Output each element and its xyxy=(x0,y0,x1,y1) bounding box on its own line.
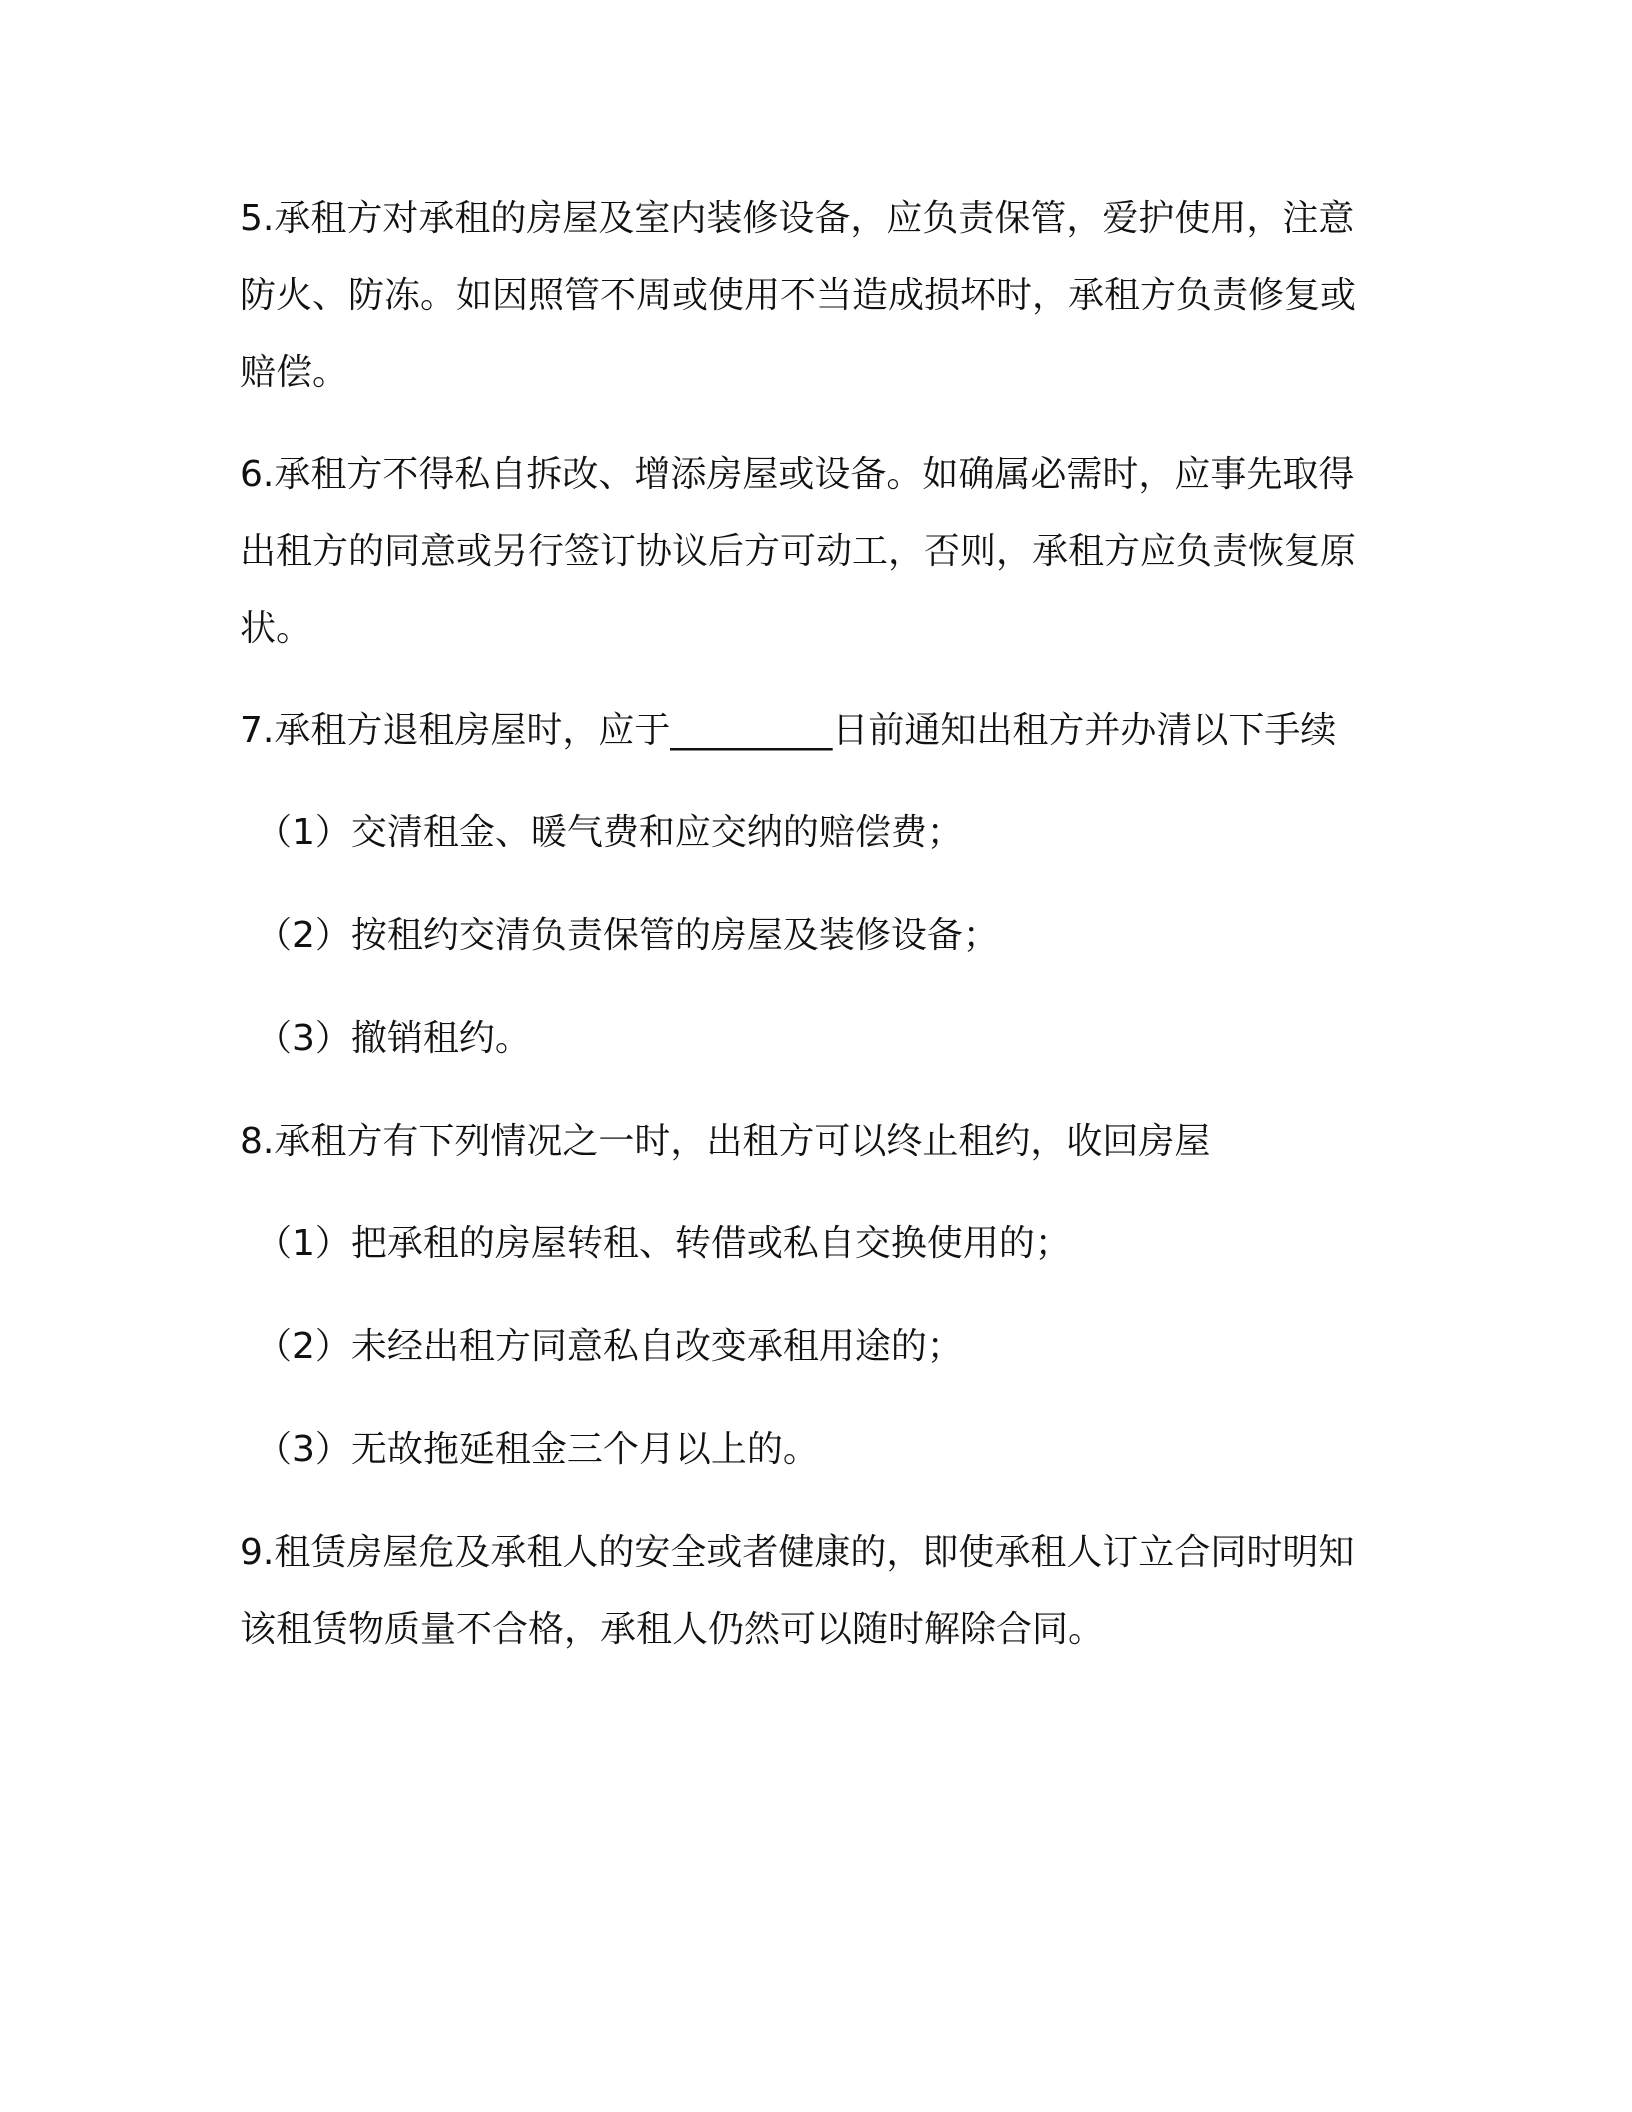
clause-8: 8.承租方有下列情况之一时，出租方可以终止租约，收回房屋 xyxy=(240,1121,1211,1162)
clause-9: 9.租赁房屋危及承租人的安全或者健康的，即使承租人订立合同时明知该租赁物质量不合格，承租人仍然可以随时解除合同。 xyxy=(240,1532,1355,1650)
clause-8-item-1: （1）把承租的房屋转租、转借或私自交换使用的； xyxy=(256,1223,1071,1264)
clause-7-item-2: （2）按租约交清负责保管的房屋及装修设备； xyxy=(256,915,999,956)
document-body xyxy=(240,180,1380,1693)
clause-7-item-3: （3）撤销租约。 xyxy=(256,1018,531,1059)
clause-7-item-1: （1）交清租金、暖气费和应交纳的赔偿费； xyxy=(256,812,963,853)
clause-8-item-3: （3）无故拖延租金三个月以上的。 xyxy=(256,1429,819,1470)
clause-7: 7.承租方退租房屋时，应于_________日前通知出租方并办清以下手续 xyxy=(240,710,1337,751)
clause-5: 5.承租方对承租的房屋及室内装修设备，应负责保管，爱护使用，注意防火、防冻。如因照管不周或使用不当造成损坏时，承租方负责修复或赔偿。 xyxy=(240,198,1357,393)
clause-6: 6.承租方不得私自拆改、增添房屋或设备。如确属必需时，应事先取得出租方的同意或另行签订协议后方可动工，否则，承租方应负责恢复原状。 xyxy=(240,454,1357,649)
clause-8-item-2: （2）未经出租方同意私自改变承租用途的； xyxy=(256,1326,963,1367)
